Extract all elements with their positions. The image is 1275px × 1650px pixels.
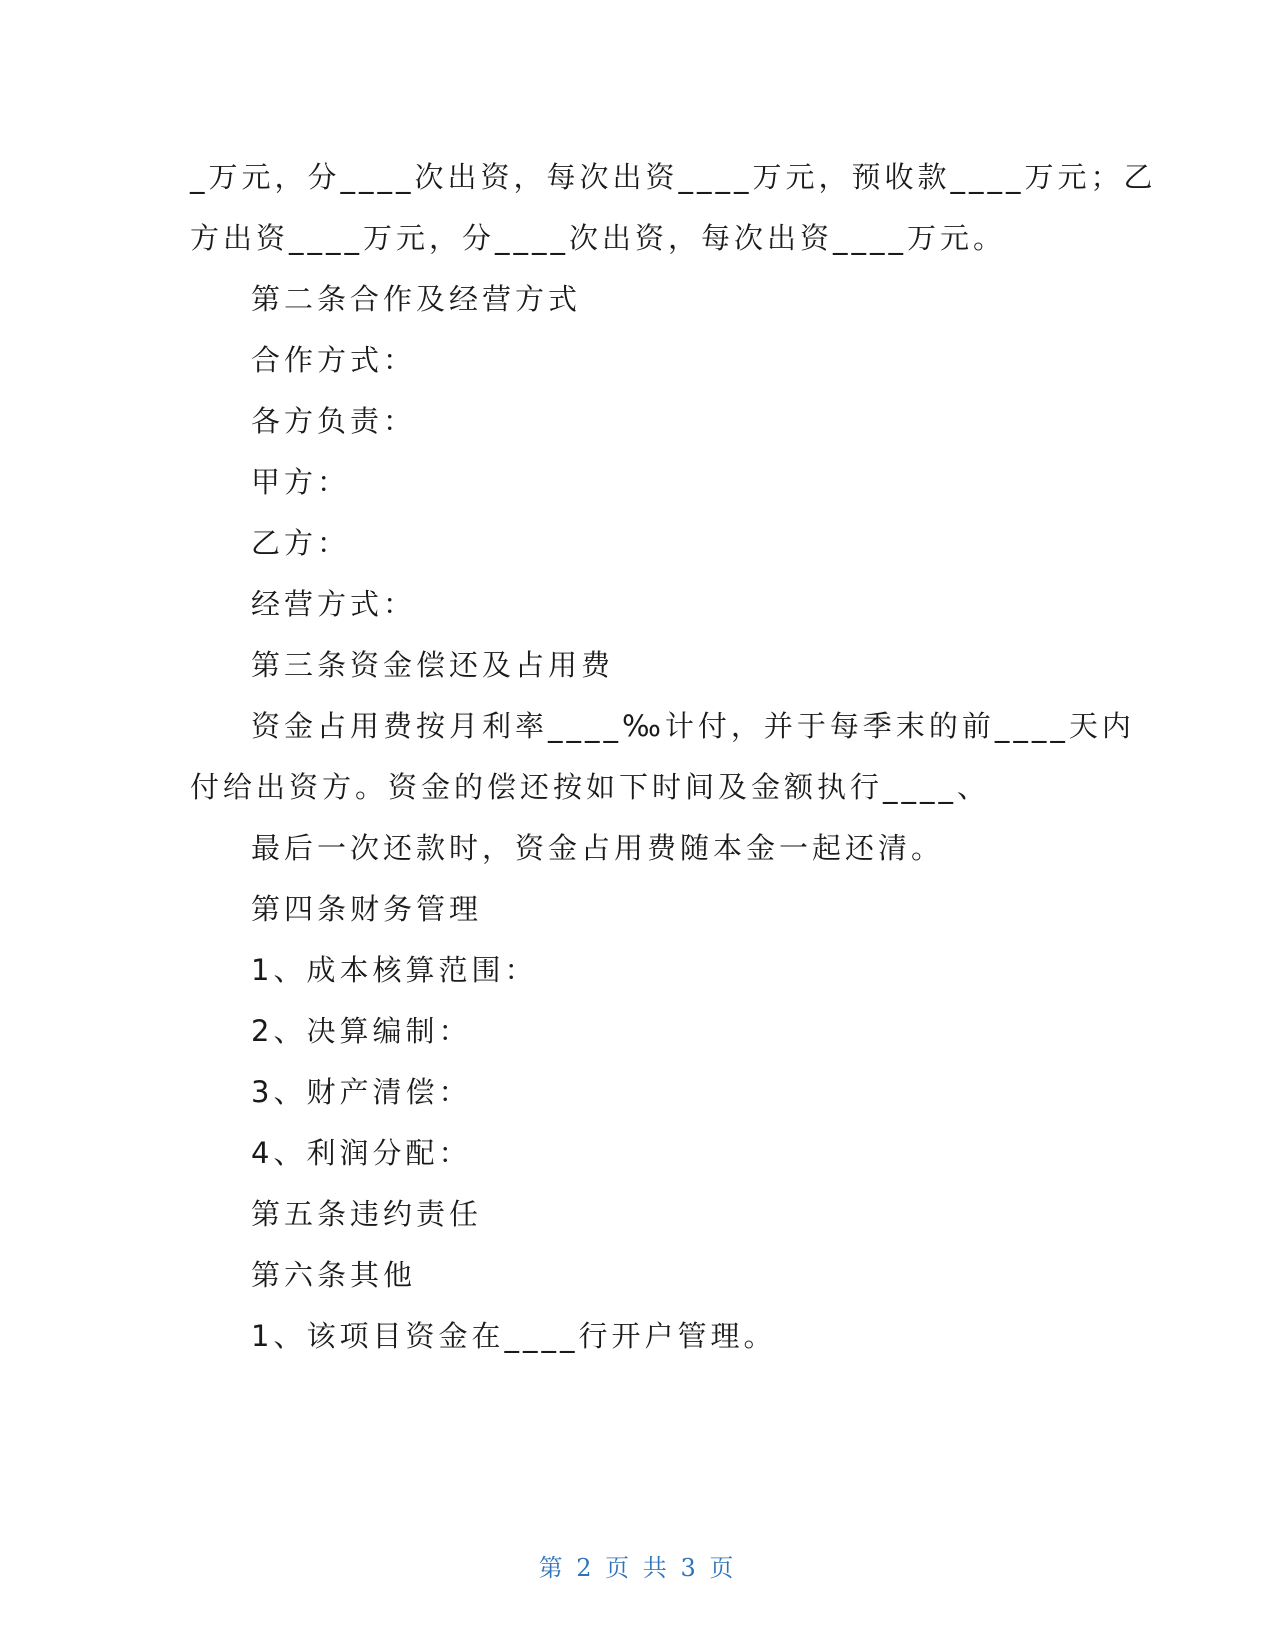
- cooperation-method-label: 合作方式：: [251, 343, 417, 377]
- article-6-heading: 第六条其他: [251, 1258, 417, 1292]
- page-number-footer: 第 2 页 共 3 页: [538, 1554, 737, 1582]
- operation-method-label: 经营方式：: [251, 587, 417, 621]
- body-line-1: _万元，分____次出资，每次出资____万元，预收款____万元；乙: [190, 160, 1157, 194]
- finance-item-3: 3、财产清偿：: [251, 1075, 472, 1109]
- other-item-1: 1、该项目资金在____行开户管理。: [251, 1319, 777, 1353]
- finance-item-4: 4、利润分配：: [251, 1136, 472, 1170]
- finance-item-2: 2、决算编制：: [251, 1014, 472, 1048]
- finance-item-1: 1、成本核算范围：: [251, 953, 538, 987]
- article-4-heading: 第四条财务管理: [251, 892, 483, 926]
- article-2-heading: 第二条合作及经营方式: [251, 282, 582, 316]
- document-body: [190, 147, 1157, 1367]
- responsibilities-label: 各方负责：: [251, 404, 417, 438]
- body-line-2: 方出资____万元，分____次出资，每次出资____万元。: [190, 221, 1007, 255]
- article-3-heading: 第三条资金偿还及占用费: [251, 648, 615, 682]
- article-5-heading: 第五条违约责任: [251, 1197, 483, 1231]
- party-a-label: 甲方：: [251, 465, 351, 499]
- final-repayment-clause: 最后一次还款时，资金占用费随本金一起还清。: [251, 831, 945, 865]
- interest-clause-line-2: 付给出资方。资金的偿还按如下时间及金额执行____、: [190, 770, 991, 804]
- party-b-label: 乙方：: [251, 526, 351, 560]
- interest-clause-line-1: 资金占用费按月利率____‰计付，并于每季末的前____天内: [251, 709, 1135, 743]
